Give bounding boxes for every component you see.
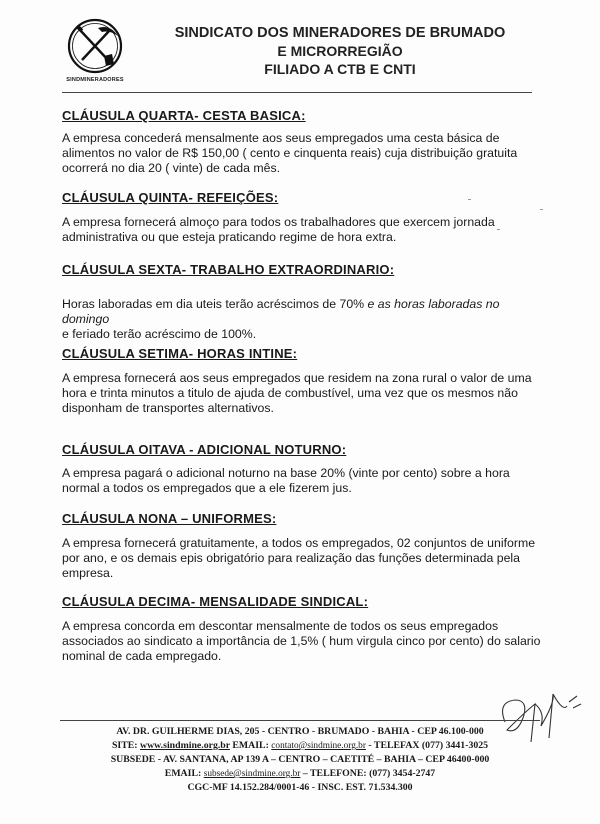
- logo-caption: SINDMINERADORES: [66, 77, 124, 83]
- clause-sexta: [62, 262, 552, 342]
- clause-title: CLÁUSULA SETIMA- HORAS INTINE:: [62, 346, 298, 361]
- clause-title: CLÁUSULA DECIMA- MENSALIDADE SINDICAL:: [62, 594, 369, 609]
- clause-body-text: Horas laboradas em dia uteis terão acréscimos de 70%: [62, 297, 365, 311]
- footer-subsede: SUBSEDE - AV. SANTANA, AP 139 A – CENTRO – CAETITÉ – BAHIA – CEP 46400-000: [110, 754, 490, 765]
- clause-body: [62, 297, 550, 342]
- footer-divider: [60, 720, 540, 721]
- union-region: E MICRORREGIÃO: [277, 43, 403, 59]
- clause-body: A empresa fornecerá almoço para todos os trabalhadores que exercem jornada administrativa ou que esteja praticando regime de hora extra.: [62, 215, 495, 244]
- clause-title: CLÁUSULA OITAVA - ADICIONAL NOTURNO:: [62, 442, 347, 457]
- telefax-text: - TELEFAX (077) 3441-3025: [365, 740, 489, 751]
- clause-body: A empresa pagará o adicional noturno na base 20% (vinte por cento) sobre a hora normal a todos os empregados que a ele fizerem jus.: [62, 466, 510, 495]
- email2-link[interactable]: subsede@sindmine.org.br: [203, 769, 301, 779]
- telefone-text: – TELEFONE: (077) 3454-2747: [300, 768, 436, 779]
- email-label: EMAIL:: [229, 740, 272, 751]
- email2-label: EMAIL:: [164, 768, 204, 779]
- clause-body: A empresa fornecerá gratuitamente, a todos os empregados, 02 conjuntos de uniforme por ano, e os demais epis obrigatório para realização das funções determinada pela empresa.: [62, 536, 536, 580]
- clause-setima: [62, 346, 552, 416]
- site-label: SITE:: [111, 740, 140, 751]
- footer-subsede-contact: [50, 768, 550, 779]
- footer-registration: CGC-MF 14.152.284/0001-46 - INSC. EST. 71.534.300: [187, 782, 413, 793]
- union-logo: [62, 16, 128, 88]
- footer-contact: [50, 740, 550, 751]
- union-affiliation: FILIADO A CTB E CNTI: [264, 61, 416, 77]
- scan-speck: [497, 229, 500, 230]
- clause-oitava: [62, 442, 552, 496]
- header-divider: [62, 92, 532, 93]
- clause-title: CLÁUSULA SEXTA- TRABALHO EXTRAORDINARIO:: [62, 262, 395, 277]
- clause-quinta: [62, 190, 552, 245]
- union-name: SINDICATO DOS MINERADORES DE BRUMADO: [174, 25, 506, 41]
- site-link[interactable]: www.sindmine.org.br: [140, 740, 230, 751]
- clause-title: CLÁUSULA QUARTA- CESTA BASICA:: [62, 108, 306, 123]
- clause-title: CLÁUSULA QUINTA- REFEIÇÕES:: [62, 190, 279, 205]
- scan-speck: [468, 199, 471, 200]
- email-link[interactable]: contato@sindmine.org.br: [271, 741, 366, 751]
- clause-decima: [62, 594, 552, 664]
- clause-nona: [62, 511, 552, 581]
- footer-address: AV. DR. GUILHERME DIAS, 205 - CENTRO - BRUMADO - BAHIA - CEP 46.100-000: [116, 726, 484, 737]
- clause-body: A empresa concorda em descontar mensalmente de todos os seus empregados associados ao sindicato a importância de 1,5% ( hum virgula cinco por cento) do salario nominal de cada empregado.: [62, 619, 541, 663]
- clause-body-italic: e as horas laboradas no domingo: [62, 297, 500, 326]
- clause-body: A empresa concederá mensalmente aos seus empregados uma cesta básica de alimentos no valor de R$ 150,00 ( cento e cinquenta reais) cuja distribuição gratuita ocorrerá no dia 20 ( vinte) de cada mês.: [62, 131, 518, 175]
- clause-body: A empresa fornecerá aos seus empregados que residem na zona rural o valor de uma hora e trinta minutos a titulo de ajuda de combustível, uma vez que os mesmos não disponham de transportes alternativos.: [62, 371, 532, 415]
- clause-body-text: e feriado terão acréscimo de 100%.: [62, 327, 257, 341]
- scan-speck: [540, 209, 543, 210]
- clause-quarta: [62, 108, 552, 176]
- clause-title: CLÁUSULA NONA – UNIFORMES:: [62, 511, 277, 526]
- pick-and-shovel-emblem-icon: [62, 16, 128, 76]
